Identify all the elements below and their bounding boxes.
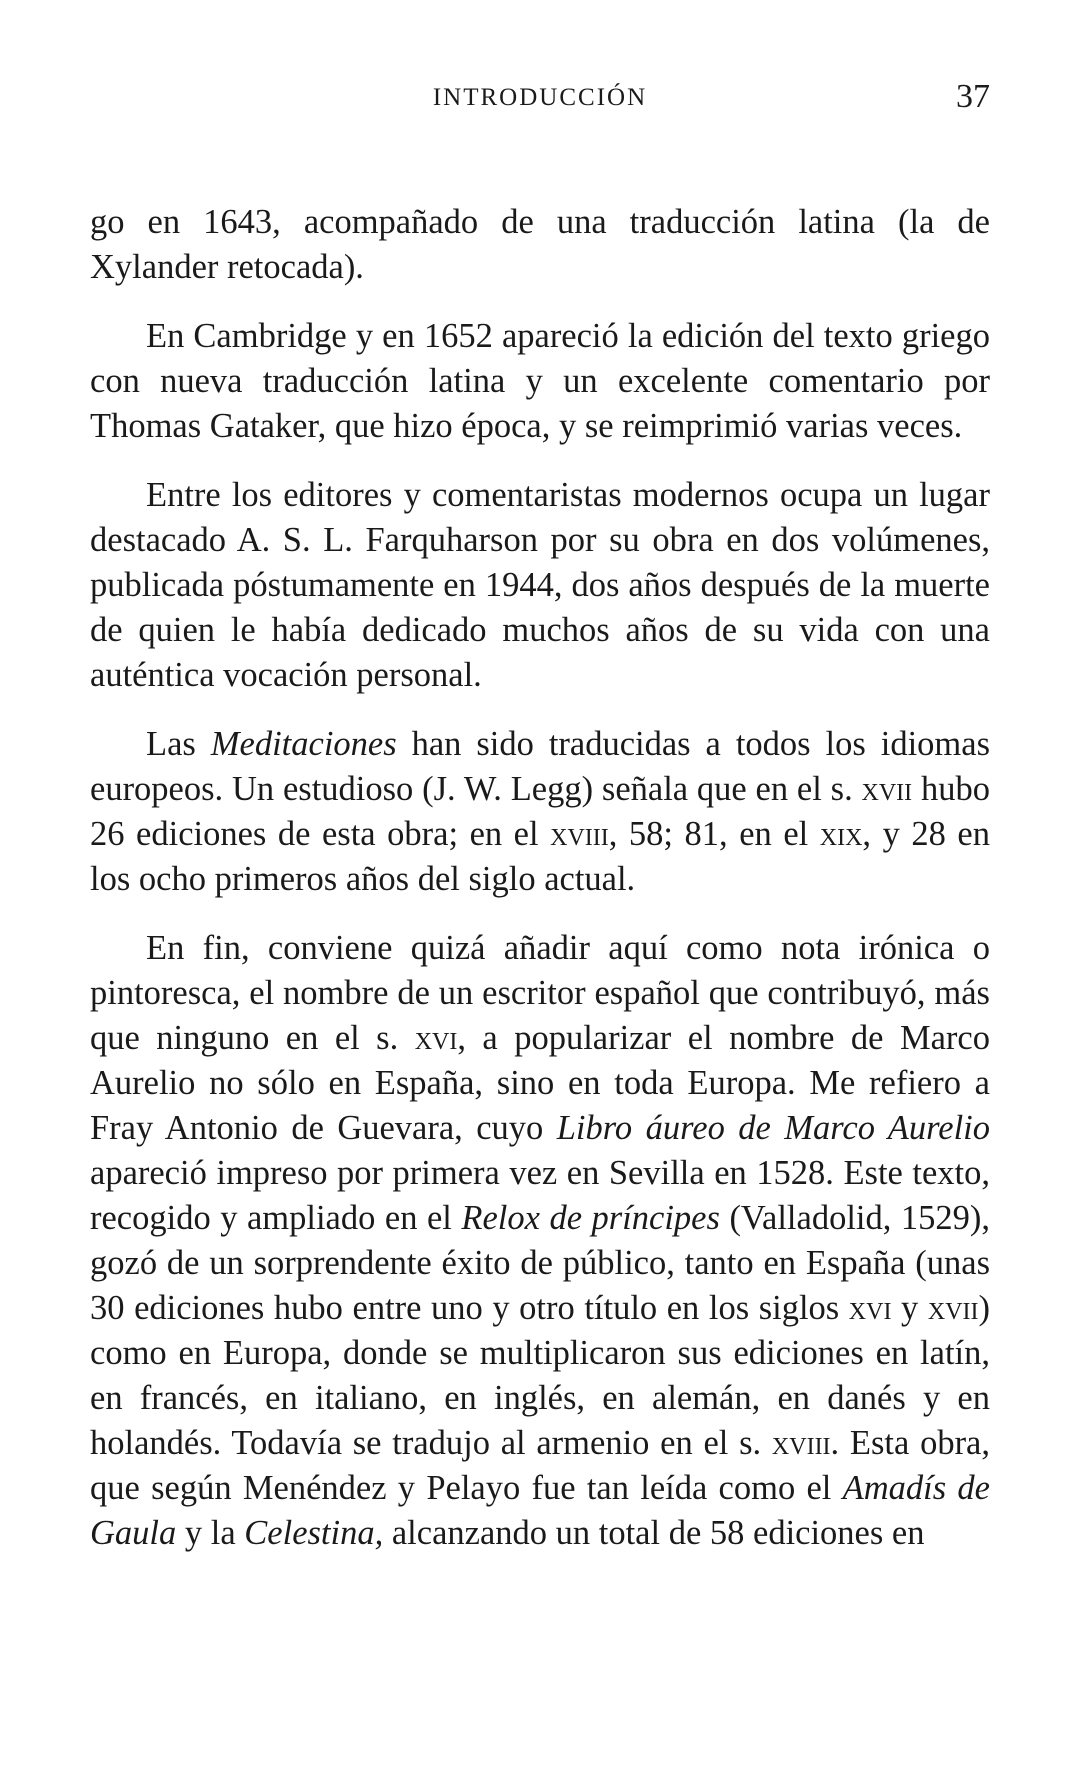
text-run: ) como en Europa, donde se multiplicaron sus ediciones en latín, en francés, en italiano, en inglés, en alemán, en danés y en holandés. Todavía se tradujo al armenio en el s. bbox=[90, 1289, 991, 1462]
paragraph bbox=[90, 473, 990, 698]
text-run: y la bbox=[176, 1514, 245, 1552]
text-run: Las bbox=[146, 725, 211, 763]
italic-title: Meditaciones bbox=[210, 725, 397, 763]
text-run: han sido traducidas a todos los idiomas europeos. Un estudioso (J. W. Legg) señala que en el s. bbox=[90, 725, 990, 808]
text-run: go en 1643, acompañado de una traducción latina (la de Xylander retocada). bbox=[90, 203, 990, 286]
text-run: (Valladolid, 1529), gozó de un sorprendente éxito de público, tanto en España (unas 30 ediciones hubo entre uno y otro título en los siglos bbox=[90, 1199, 990, 1327]
century-numeral: xvi bbox=[414, 1019, 458, 1057]
page-number: 37 bbox=[956, 78, 990, 115]
text-run: Entre los editores y comentaristas modernos ocupa un lugar destacado A. S. L. Farquharson por su obra en dos volúmenes, publicada póstumamente en 1944, dos años después de la muerte de quien le había dedicado muchos años de su vida con una auténtica vocación personal. bbox=[90, 476, 990, 694]
text-run: En Cambridge y en 1652 apareció la edición del texto griego con nueva traducción latina y un excelente comentario por Thomas Gataker, que hizo época, y se reimprimió varias veces. bbox=[90, 317, 990, 445]
italic-title: Relox de príncipes bbox=[461, 1199, 720, 1237]
text-run: . Esta obra, que según Menéndez y Pelayo fue tan leída como el bbox=[90, 1424, 990, 1507]
text-run: alcanzando un total de 58 ediciones en bbox=[383, 1514, 925, 1552]
italic-title: Libro áureo de Marco Aurelio bbox=[556, 1109, 991, 1147]
century-numeral: xix bbox=[819, 815, 863, 853]
paragraph bbox=[90, 926, 990, 1556]
century-numeral: xviii bbox=[771, 1424, 831, 1462]
century-numeral: xvii bbox=[861, 770, 913, 808]
text-run: hubo 26 ediciones de esta obra; en el bbox=[90, 770, 990, 853]
running-head bbox=[90, 78, 990, 118]
century-numeral: xviii bbox=[550, 815, 609, 853]
paragraph bbox=[90, 722, 990, 902]
text-run: , y 28 en los ocho primeros años del siglo actual. bbox=[90, 815, 990, 898]
italic-title: Amadís de Gaula bbox=[90, 1469, 990, 1552]
text-run: , 58; 81, en el bbox=[608, 815, 820, 853]
paragraph bbox=[90, 200, 990, 290]
century-numeral: xvi bbox=[848, 1289, 892, 1327]
running-title: INTRODUCCIÓN bbox=[432, 84, 648, 111]
body-text bbox=[90, 200, 990, 1556]
text-run: , a popularizar el nombre de Marco Aurelio no sólo en España, sino en toda Europa. Me refiero a Fray Antonio de Guevara, cuyo bbox=[90, 1019, 990, 1147]
paragraph bbox=[90, 314, 990, 449]
text-run: y bbox=[891, 1289, 928, 1327]
text-run: En fin, conviene quizá añadir aquí como nota irónica o pintoresca, el nombre de un escritor español que contribuyó, más que ninguno en el s. bbox=[90, 929, 990, 1057]
century-numeral: xvii bbox=[927, 1289, 979, 1327]
italic-title: Celestina, bbox=[244, 1514, 384, 1552]
text-run: apareció impreso por primera vez en Sevilla en 1528. Este texto, recogido y ampliado en el bbox=[90, 1154, 990, 1237]
